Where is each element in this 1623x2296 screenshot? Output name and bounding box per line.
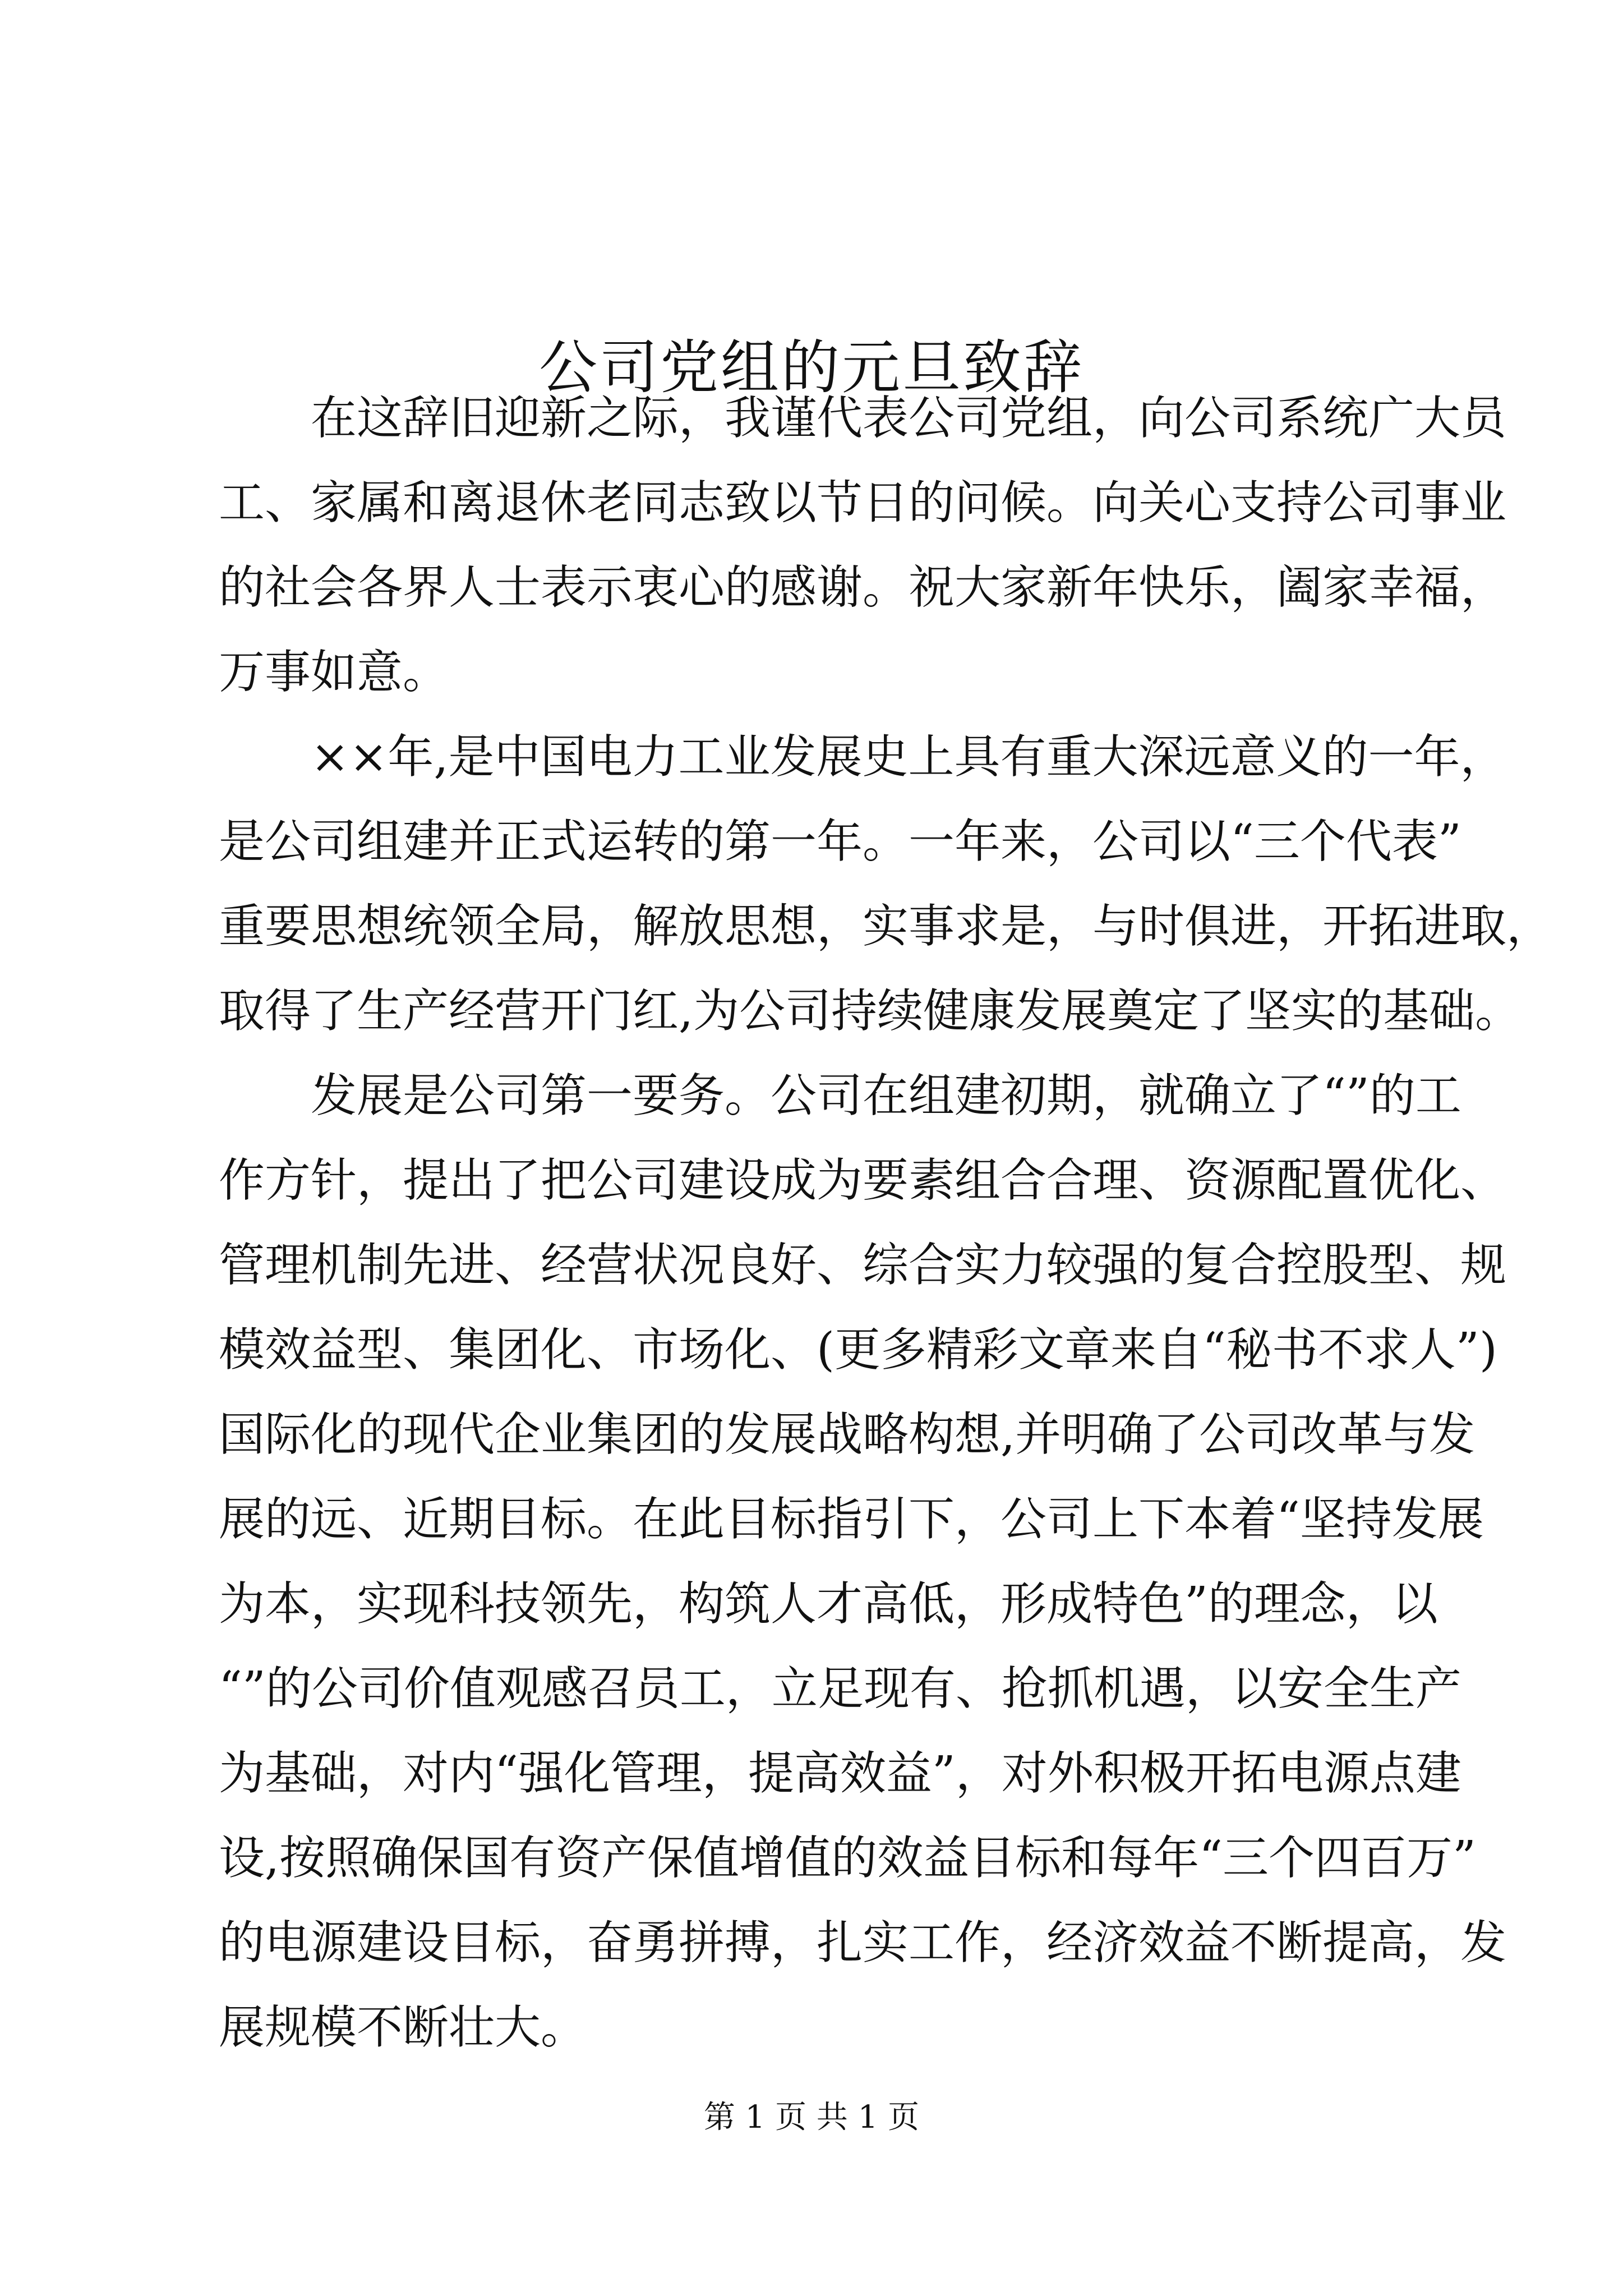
paragraph-3-line-1: 发展是公司第一要务。公司在组建初期，就确立了“”的工 xyxy=(311,1069,1461,1122)
paragraph-2-line-3: 重要思想统领全局，解放思想，实事求是，与时俱进，开拓进取， xyxy=(219,900,1553,953)
paragraph-3-line-7: 为本，实现科技领先，构筑人才高低，形成特色”的理念，以 xyxy=(219,1577,1438,1631)
paragraph-3-line-10: 设,按照确保国有资产保值增值的效益目标和每年“三个四百万” xyxy=(219,1832,1476,1885)
paragraph-3-line-11: 的电源建设目标，奋勇拼搏，扎实工作，经济效益不断提高，发 xyxy=(219,1916,1507,1970)
document-body xyxy=(219,376,1553,2070)
document-title: 公司党组的元旦致辞 xyxy=(538,333,1084,402)
page-footer: 第 1 页 共 1 页 xyxy=(703,2099,920,2136)
paragraph-1-line-2: 工、家属和离退休老同志致以节日的问候。向关心支持公司事业 xyxy=(219,476,1507,530)
paragraph-1-line-3: 的社会各界人士表示衷心的感谢。祝大家新年快乐，阖家幸福， xyxy=(219,561,1507,614)
paragraph-1-line-1: 在这辞旧迎新之际，我谨代表公司党组，向公司系统广大员 xyxy=(311,392,1507,445)
paragraph-3-line-9: 为基础，对内“强化管理，提高效益”，对外积极开拓电源点建 xyxy=(219,1747,1461,1800)
paragraph-3-line-3: 管理机制先进、经营状况良好、综合实力较强的复合控股型、规 xyxy=(219,1239,1507,1292)
paragraph-3-line-6: 展的远、近期目标。在此目标指引下，公司上下本着“坚持发展 xyxy=(219,1493,1484,1546)
paragraph-3-line-12: 展规模不断壮大。 xyxy=(219,2001,587,2054)
paragraph-3-line-8: “”的公司价值观感召员工，立足现有、抢抓机遇，以安全生产 xyxy=(219,1662,1461,1715)
paragraph-1-line-4: 万事如意。 xyxy=(219,646,449,699)
paragraph-2-line-4: 取得了生产经营开门红,为公司持续健康发展奠定了坚实的基础。 xyxy=(219,984,1521,1038)
paragraph-3-line-2: 作方针，提出了把公司建设成为要素组合合理、资源配置优化、 xyxy=(219,1154,1507,1207)
paragraph-3-line-5: 国际化的现代企业集团的发展战略构想,并明确了公司改革与发 xyxy=(219,1408,1476,1461)
paragraph-3-line-4: 模效益型、集团化、市场化、(更多精彩文章来自“秘书不求人”) xyxy=(219,1323,1497,1377)
paragraph-2-line-1: ××年,是中国电力工业发展史上具有重大深远意义的一年， xyxy=(311,730,1506,784)
paragraph-2-line-2: 是公司组建并正式运转的第一年。一年来，公司以“三个代表” xyxy=(219,815,1461,868)
